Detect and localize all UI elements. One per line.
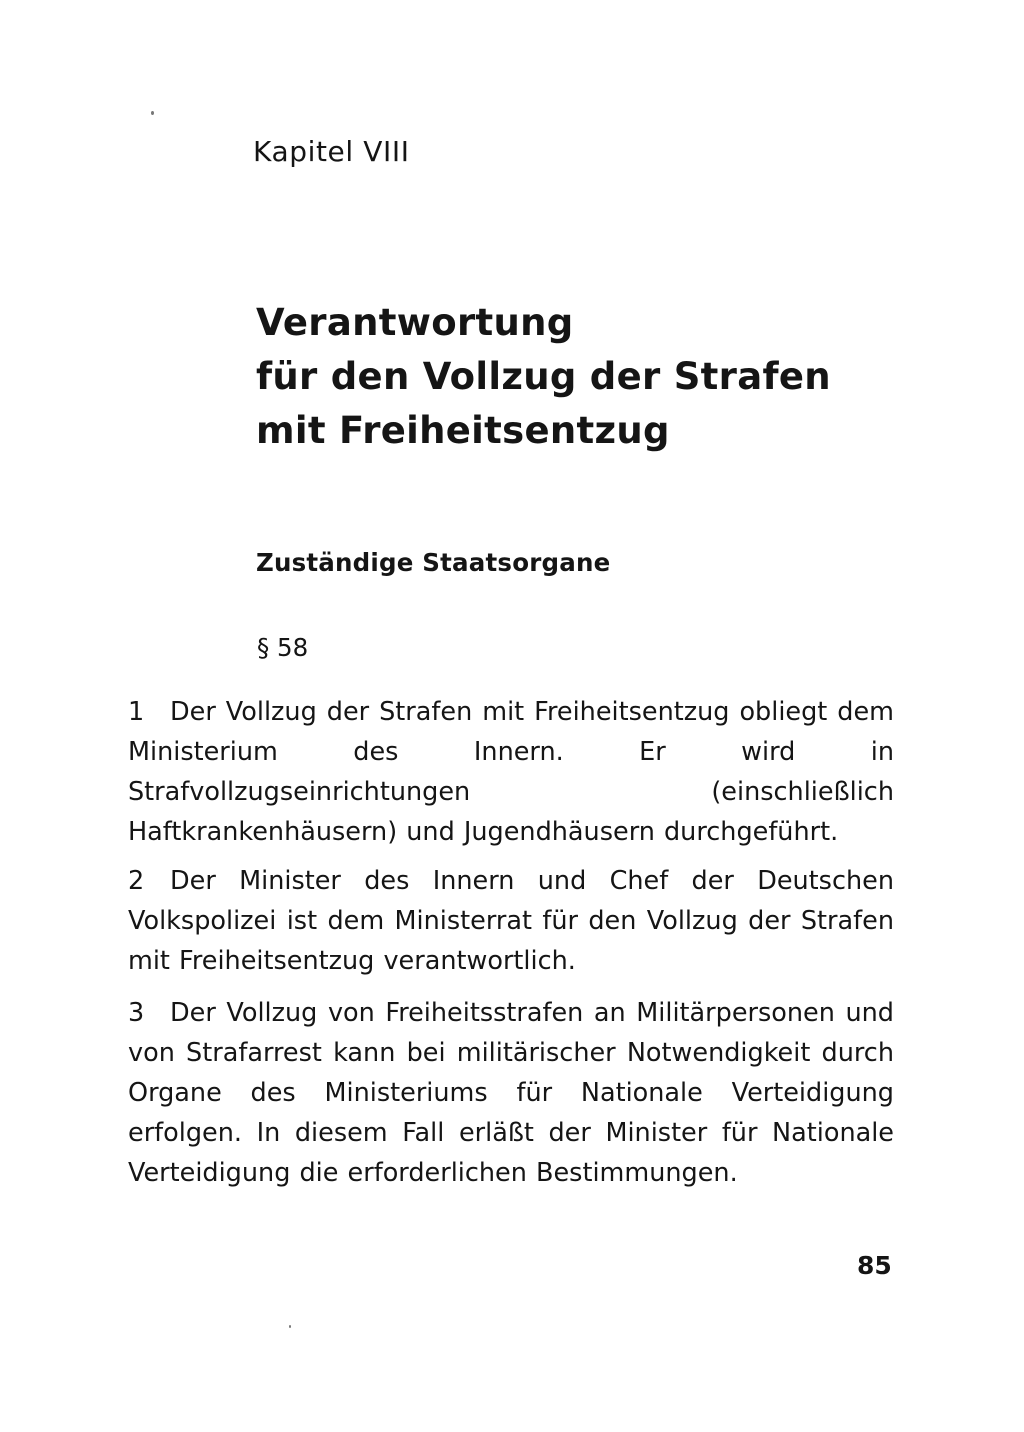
paragraph-1-text: Der Vollzug der Strafen mit Freiheitsentzug obliegt dem Ministerium des Innern. Er wird in Strafvollzugseinrichtungen (einschließlich Haftkrankenhäusern) und Jugendhäusern durchgeführt. xyxy=(128,697,894,847)
page-number: 85 xyxy=(857,1251,892,1280)
paragraph-3-text: Der Vollzug von Freiheitsstrafen an Militärpersonen und von Strafarrest kann bei militärischer Notwendigkeit durch Organe des Ministeriums für Nationale Verteidigung erfolgen. In diesem Fall erläßt der Minister für Nationale Verteidigung die erforderlichen Bestimmungen. xyxy=(128,998,894,1188)
paragraph-2-number: 2 xyxy=(128,866,145,896)
paragraph-2 xyxy=(128,861,894,981)
scan-speck xyxy=(289,1325,291,1328)
chapter-label: Kapitel VIII xyxy=(253,135,410,168)
chapter-title-line: Verantwortung xyxy=(256,301,574,344)
chapter-title xyxy=(256,296,831,458)
paragraph-1 xyxy=(128,692,894,852)
scan-speck xyxy=(151,111,154,115)
paragraph-3-number: 3 xyxy=(128,998,145,1028)
paragraph-3 xyxy=(128,993,894,1193)
chapter-title-line: mit Freiheitsentzug xyxy=(256,409,670,452)
chapter-title-line: für den Vollzug der Strafen xyxy=(256,355,831,398)
paragraph-1-number: 1 xyxy=(128,697,145,727)
section-heading: Zuständige Staatsorgane xyxy=(256,548,611,577)
paragraph-number: § 58 xyxy=(257,633,309,662)
paragraph-2-text: Der Minister des Innern und Chef der Deutschen Volkspolizei ist dem Ministerrat für den Vollzug der Strafen mit Freiheitsentzug verantwortlich. xyxy=(128,866,894,976)
